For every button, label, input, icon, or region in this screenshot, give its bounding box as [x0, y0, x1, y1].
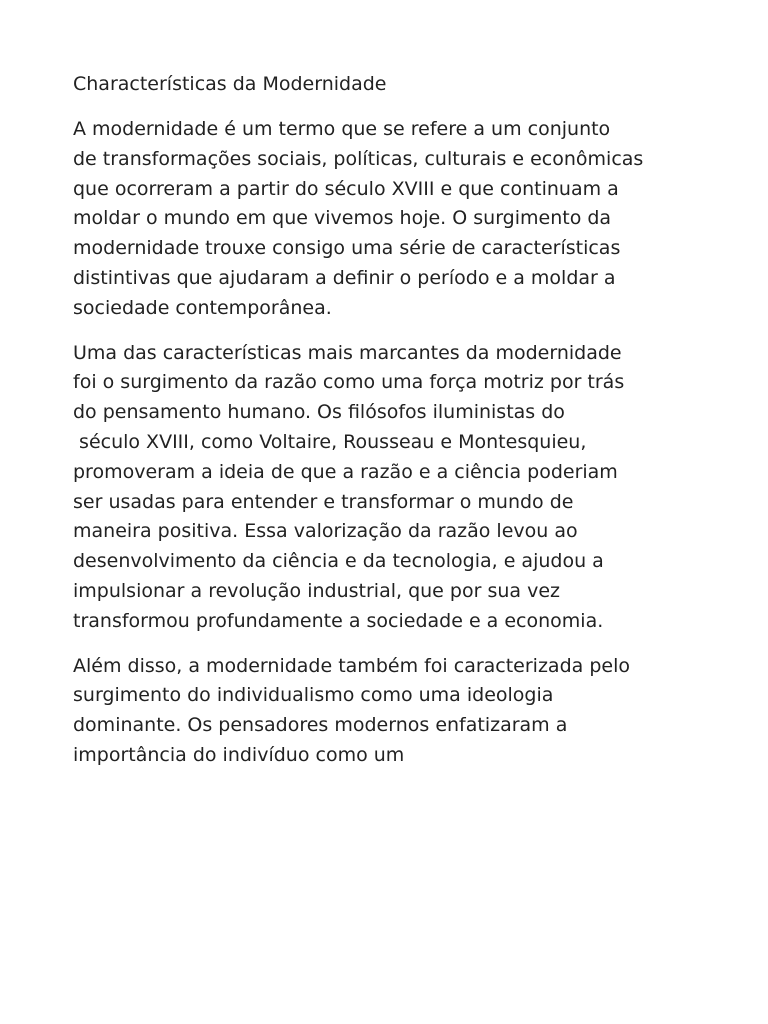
paragraph-line: do pensamento humano. Os filósofos iluministas do [73, 401, 565, 424]
paragraph-line: de transformações sociais, políticas, culturais e econômicas [73, 147, 644, 170]
paragraph-line: surgimento do individualismo como uma ideologia [73, 684, 554, 707]
paragraph-2 [73, 339, 713, 637]
paragraph-line: promoveram a ideia de que a razão e a ciência poderiam [73, 460, 618, 483]
paragraph-line: dominante. Os pensadores modernos enfatizaram a [73, 714, 568, 737]
paragraph-line: Além disso, a modernidade também foi caracterizada pelo [73, 654, 630, 677]
document-body [73, 69, 713, 786]
paragraph-line: A modernidade é um termo que se refere a um conjunto [73, 118, 611, 140]
paragraph-1 [73, 115, 713, 324]
paragraph-line: maneira positiva. Essa valorização da razão levou ao [73, 520, 578, 543]
paragraph-line: distintivas que ajudaram a definir o período e a moldar a [73, 266, 616, 289]
paragraph-line: moldar o mundo em que vivemos hoje. O surgimento da [73, 207, 612, 230]
paragraph-line: século XVIII, como Voltaire, Rousseau e Montesquieu, [73, 430, 587, 453]
paragraph-list [73, 115, 713, 771]
paragraph-line: transformou profundamente a sociedade e a economia. [73, 609, 604, 632]
paragraph-line: sociedade contemporânea. [73, 296, 332, 319]
paragraph-line: foi o surgimento da razão como uma força motriz por trás [73, 371, 625, 394]
paragraph-line: impulsionar a revolução industrial, que por sua vez [73, 579, 560, 602]
paragraph-line: desenvolvimento da ciência e da tecnologia, e ajudou a [73, 550, 604, 573]
document-title: Characterísticas da Modernidade [73, 73, 387, 95]
paragraph-3 [73, 652, 713, 771]
paragraph-line: que ocorreram a partir do século XVIII e que continuam a [73, 177, 619, 200]
paragraph-line: modernidade trouxe consigo uma série de características [73, 237, 621, 260]
paragraph-line: Uma das características mais marcantes da modernidade [73, 341, 622, 364]
paragraph-line: ser usadas para entender e transformar o mundo de [73, 490, 574, 513]
paragraph-line: importância do indivíduo como um [73, 743, 405, 766]
